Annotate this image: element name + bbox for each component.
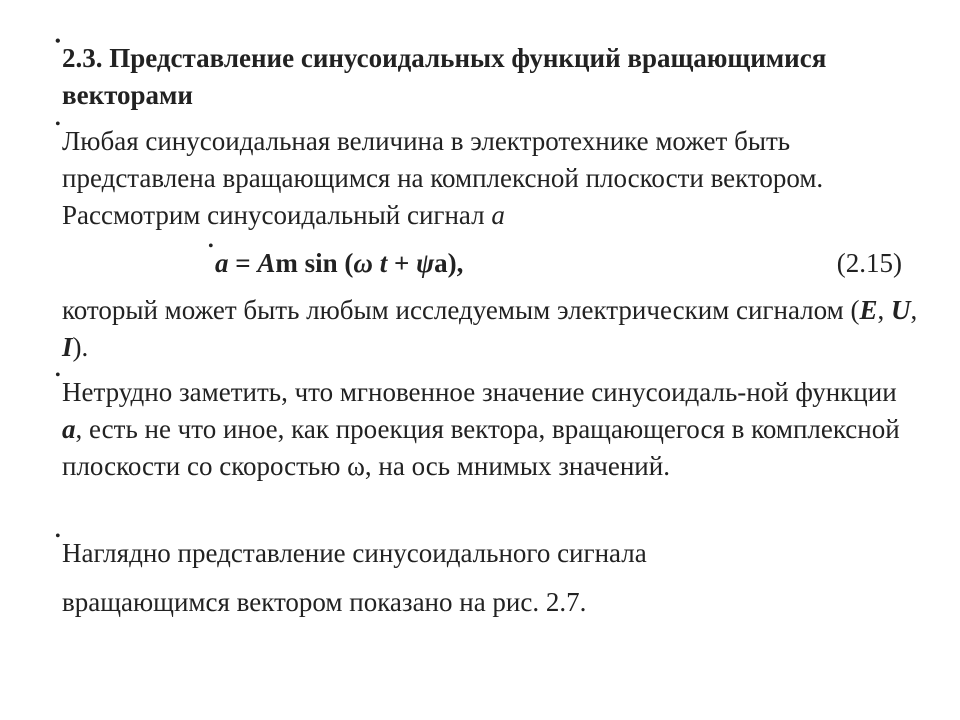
paragraph-signal-text: который может быть любым исследуемым электрическим сигналом ( xyxy=(62,295,860,325)
symbol-E: E xyxy=(859,295,878,325)
symbol-I: I xyxy=(62,332,73,362)
symbol-U: U xyxy=(890,295,911,325)
paragraph-intro-text: Любая синусоидальная величина в электротехнике может быть представлена вращающимся на комплексной плоскости вектором. Рассмотрим синусоидальный сигнал xyxy=(62,126,824,230)
paragraph-projection xyxy=(55,367,922,485)
paragraph-figure-ref xyxy=(55,528,922,572)
bullet-icon: • xyxy=(55,367,61,384)
bullet-icon: • xyxy=(55,528,61,545)
variable-a: a xyxy=(491,200,505,230)
paragraph-intro xyxy=(55,116,922,234)
bullet-icon: • xyxy=(55,33,61,50)
section-title xyxy=(55,33,922,114)
paragraph-figure-ref-cont xyxy=(62,584,922,621)
bullet-icon: • xyxy=(208,238,214,255)
paragraph-figure-ref-line2: вращающимся вектором показано на рис. 2.7. xyxy=(62,587,587,617)
paragraph-figure-ref-line1: Наглядно представление синусоидального сигнала xyxy=(62,538,647,568)
formula-expression: • a = Am sin (ω t + ψa), xyxy=(208,238,464,278)
variable-a-bold: a xyxy=(62,414,76,444)
paragraph-projection-text-2: , есть не что иное, как проекция вектора, вращающегося в комплексной плоскости со скоростью ω, на ось мнимых значений. xyxy=(62,414,900,481)
paragraph-signal: который может быть любым исследуемым электрическим сигналом (E, U, I). xyxy=(62,295,918,362)
section-title-text: 2.3. Представление синусоидальных функций вращающимися векторами xyxy=(62,43,827,110)
paragraph-projection-text-1: Нетрудно заметить, что мгновенное значение синусоидаль-ной функции xyxy=(62,377,897,407)
formula-number: (2.15) xyxy=(836,248,902,278)
bullet-icon: • xyxy=(55,116,61,133)
